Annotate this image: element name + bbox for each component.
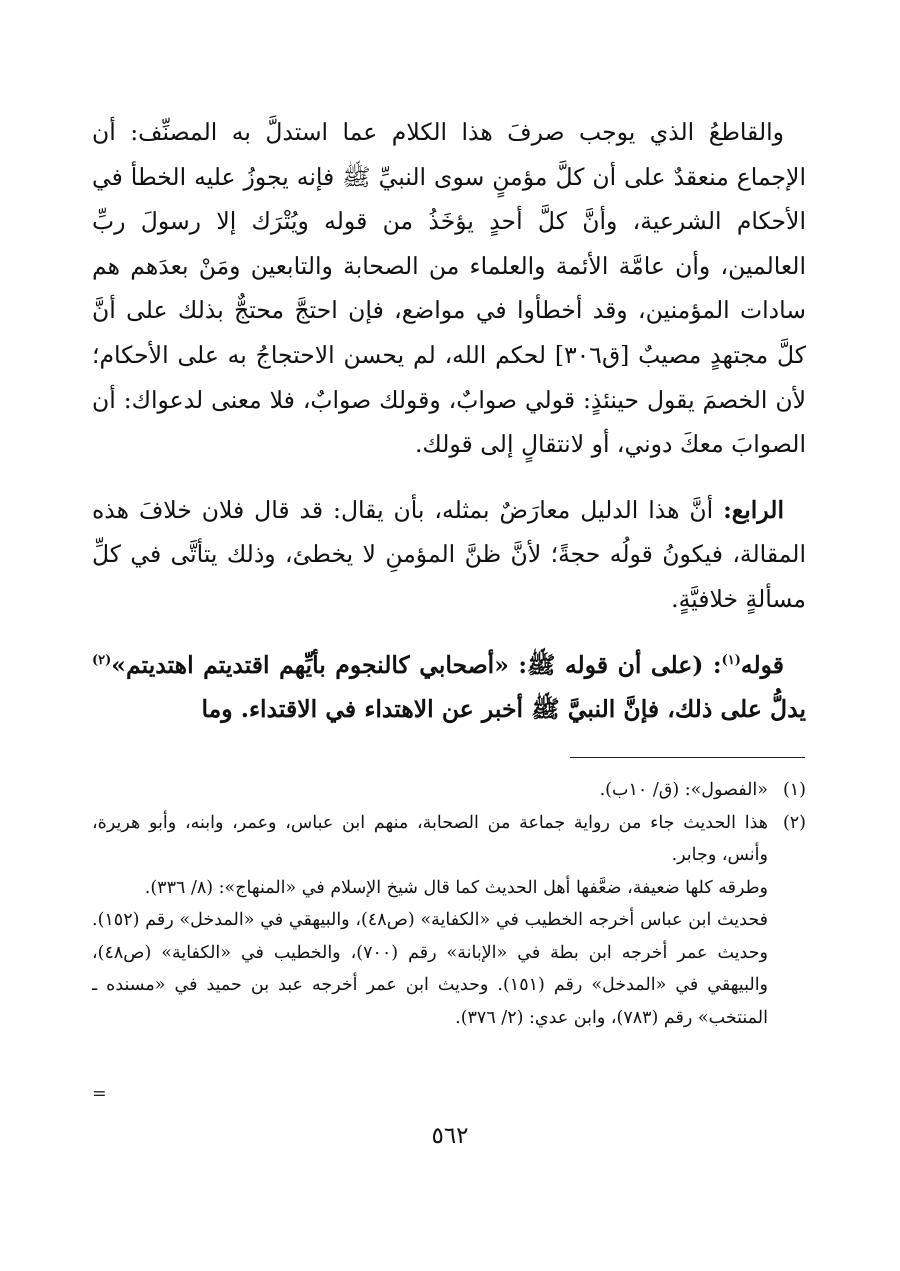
footnote-ref-1: (١) [721,652,741,668]
footnote-ref-2: (٢) [92,652,112,668]
footnote-2 [92,807,806,1035]
footnote-1-text: «الفصول»: (ق/ ١٠ب). [599,780,768,800]
paragraph-3 [92,643,806,732]
paragraph-2-lead: الرابع: [723,495,784,524]
paragraph-3-part-c: يدلُّ على ذلك، فإنَّ النبيَّ ﷺ أخبر عن الاهتداء في الاقتداء. وما [201,695,806,724]
page-number: ٥٦٢ [431,1123,469,1149]
footnote-2-text-1: هذا الحديث جاء من رواية جماعة من الصحابة، منهم ابن عباس، وعمر، وابنه، وأبو هريرة، وأنس، وجابر. [92,812,768,865]
footnote-separator [570,757,805,758]
paragraph-1: والقاطعُ الذي يوجب صرفَ هذا الكلام عما استدلَّ به المصنِّف: أن الإجماع منعقدٌ على أن كلَّ مؤمنٍ سوى النبيِّ ﷺ فإنه يجوزُ عليه الخطأ في الأحكام الشرعية، وأنَّ كلَّ أحدٍ يؤخَذُ من قوله ويُتْرَك إلا رسولَ ربِّ العالمين، وأن عامَّة الأئمة والعلماء من الصحابة والتابعين ومَنْ بعدَهم هم سادات المؤمنين، وقد أخطأوا في مواضع، فإن احتجَّ محتجٌّ بذلك على أنَّ كلَّ مجتهدٍ مصيبٌ [ق٣٠٦] لحكم الله، لم يحسن الاحتجاجُ به على الأحكام؛ لأن الخصمَ يقول حينئذٍ: قولي صوابٌ، وقولك صوابٌ، فلا معنى لدعواك: أن الصوابَ معكَ دوني، أو لانتقالٍ إلى قولك. [92,118,806,459]
footnote-1-number: (١) [782,780,806,800]
paragraph-2 [92,488,806,622]
footnotes [92,774,806,1034]
footnote-2-text-3: فحديث ابن عباس أخرجه الخطيب في «الكفاية» (ص٤٨)، والبيهقي في «المدخل» رقم (١٥٢). وحديث عمر أخرجه ابن بطة في «الإبانة» رقم (٧٠٠)، والخطيب في «الكفاية» (ص٤٨)، والبيهقي في «المدخل» رقم (١٥١). وحديث ابن عمر أخرجه عبد بن حميد في «مسنده ـ المنتخب» رقم (٧٨٣)، وابن عدي: (٢/ ٣٧٦). [92,910,769,1028]
footnote-2-number: (٢) [782,812,806,833]
paragraph-2-text: أنَّ هذا الدليل معارَضٌ بمثله، بأن يقال: قد قال فلان خلافَ هذه المقالة، فيكونُ قولُه حجةً؛ لأنَّ ظنَّ المؤمنِ لا يخطئ، وذلك يتأتَّى في كلِّ مسألةٍ خلافيَّةٍ. [92,495,806,613]
paragraph-3-part-b: : (على أن قوله ﷺ: «أصحابي كالنجوم بأيِّهم اقتديتم اهتديتم» [111,650,722,679]
paragraph-3-part-a: قوله [740,650,784,679]
footnote-1 [92,774,806,807]
main-text [92,110,806,732]
continuation-mark: = [92,1084,107,1104]
footnote-2-text-2: وطرقه كلها ضعيفة، ضعَّفها أهل الحديث كما قال شيخ الإسلام في «المنهاج»: (٨/ ٣٣٦). [144,877,768,898]
